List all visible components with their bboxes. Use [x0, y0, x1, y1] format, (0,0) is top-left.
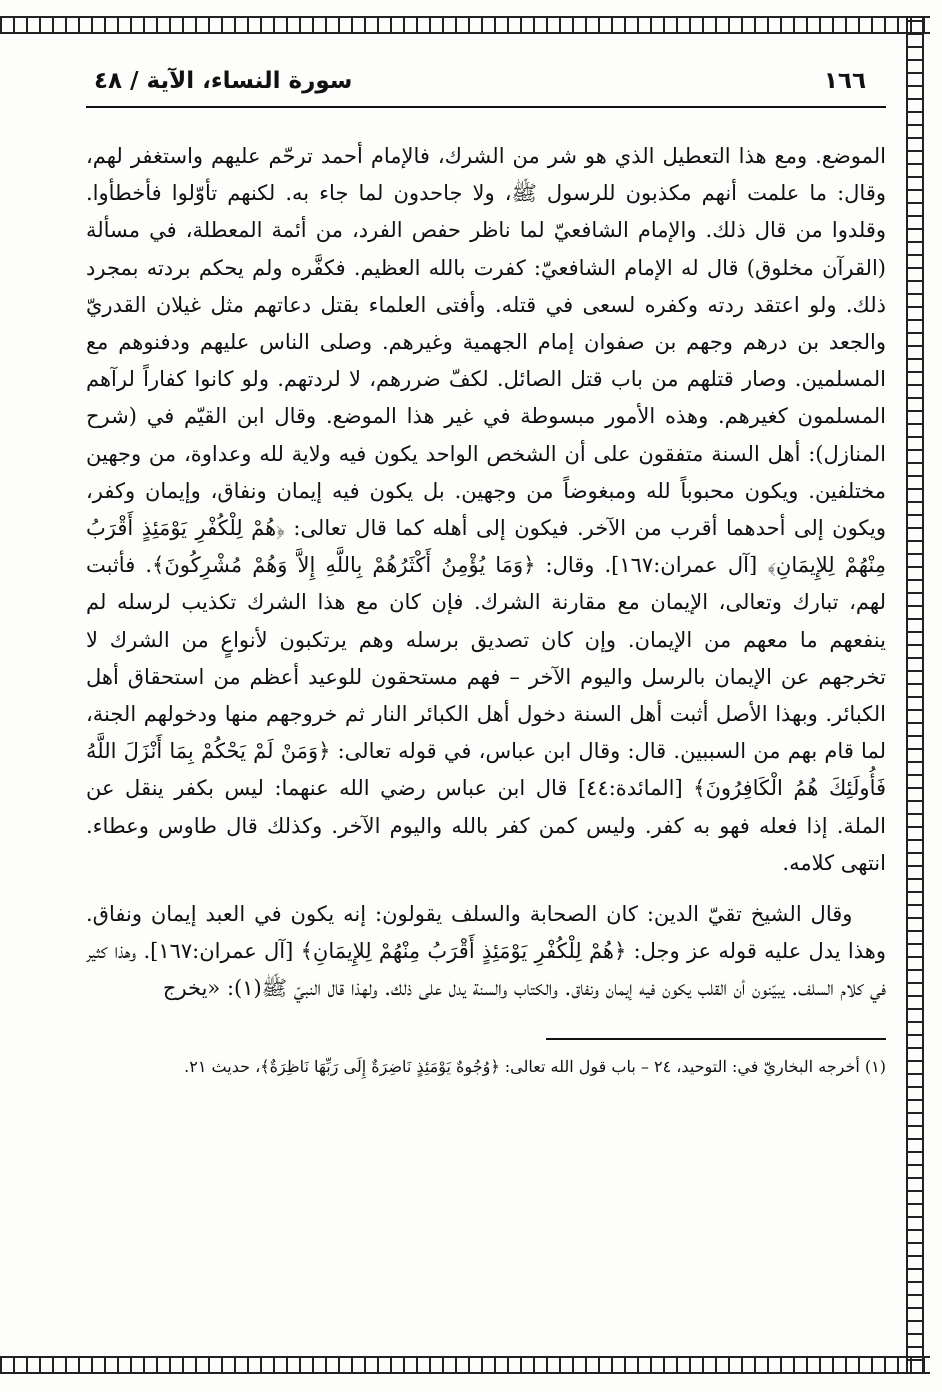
page-number: ١٦٦ [823, 68, 866, 94]
bottom-border-ornament [0, 1356, 930, 1374]
paragraph-1: الموضع. ومع هذا التعطيل الذي هو شر من الشرك، فالإمام أحمد ترحّم عليهم واستغفر لهم، وقال: ما علمت أنهم مكذبون للرسول ﷺ، ولا جاحدون لما جاء به. لكنهم تأوّلوا فأخطأوا. وقلدوا من قال ذلك. والإمام الشافعيّ لما ناظر حفص الفرد، من أئمة المعطلة، في مسألة (القرآن مخلوق) قال له الإمام الشافعيّ: كفرت بالله العظيم. فكفَّره ولم يحكم بردته بمجرد ذلك. ولو اعتقد ردته وكفره لسعى في قتله. وأفتى العلماء بقتل دعاتهم مثل غيلان القدريّ والجعد بن درهم وجهم بن صفوان إمام الجهمية وغيرهم. وصلى الناس عليهم ودفنوهم مع المسلمين. وصار قتلهم من باب قتل الصائل. لكفّ ضررهم، لا لردتهم. ولو كانوا كفاراً لرآهم المسلمون كغيرهم. وهذه الأمور مبسوطة في غير هذا الموضع. وقال ابن القيّم في (شرح المنازل): أهل السنة متفقون على أن الشخص الواحد يكون فيه ولاية لله وعداوة، من وجهين مختلفين. ويكون محبوباً لله ومبغوضاً من وجهين. بل يكون فيه إيمان ونفاق، وإيمان وكفر، ويكون إلى أحدهما أقرب من الآخر. فيكون إلى أهله كما قال تعالى: ﴿هُمْ لِلْكُفْرِ يَوْمَئِذٍ أَقْرَبُ مِنْهُمْ لِلإِيمَانِ﴾ [آل عمران:١٦٧]. وقال: ﴿وَمَا يُؤْمِنُ أَكْثَرُهُمْ بِاللَّهِ إِلاَّ وَهُمْ مُشْرِكُونَ﴾. فأثبت لهم، تبارك وتعالى، الإيمان مع مقارنة الشرك. فإن كان مع هذا الشرك تكذيب لرسله لم ينفعهم ما معهم من الإيمان. وإن كان تصديق برسله وهم يرتكبون لأنواعٍ من الشرك لا تخرجهم عن الإيمان بالرسل واليوم الآخر – فهم مستحقون للوعيد أعظم من استحقاق أهل الكبائر. وبهذا الأصل أثبت أهل السنة دخول أهل الكبائر النار ثم خروجهم منها ودخولهم الجنة، لما قام بهم من السببين. قال: وقال ابن عباس، في قوله تعالى: ﴿وَمَنْ لَمْ يَحْكُمْ بِمَا أَنْزَلَ اللَّهُ فَأُولَئِكَ هُمُ الْكَافِرُونَ﴾ [المائدة:٤٤] قال ابن عباس رضي الله عنهما: ليس بكفر ينقل عن الملة. إذا فعله فهو به كفر. وليس كمن كفر بالله واليوم الآخر. وكذلك قال طاوس وعطاء. انتهى كلامه. [86, 144, 886, 875]
page [86, 60, 886, 1344]
footnote-divider [546, 1038, 886, 1040]
paragraph-2: وقال الشيخ تقيّ الدين: كان الصحابة والسلف يقولون: إنه يكون في العبد إيمان ونفاق. وهذا يدل عليه قوله عز وجل: ﴿هُمْ لِلْكُفْرِ يَوْمَئِذٍ أَقْرَبُ مِنْهُمْ لِلإِيمَانِ﴾ [آل عمران:١٦٧]. وهذا كثير في كلام السلف. يبيّنون أن القلب يكون فيه إيمان ونفاق. والكتاب والسنة يدل على ذلك. ولهذا قال النبيّ ﷺ(١): «يخرج [86, 902, 886, 1001]
footnote: (١) أخرجه البخاريّ في: التوحيد، ٢٤ – باب قول الله تعالى: ﴿وُجُوهٌ يَوْمَئِذٍ نَاضِرَةٌ إِلَى رَبِّهَا نَاظِرَةٌ﴾، حديث ٢١. [184, 1056, 886, 1076]
top-border-ornament [0, 16, 930, 34]
running-header [86, 60, 886, 108]
section-title: سورة النساء، الآية / ٤٨ [94, 68, 353, 94]
body-text [86, 138, 886, 1008]
right-border-ornament [906, 16, 924, 1374]
